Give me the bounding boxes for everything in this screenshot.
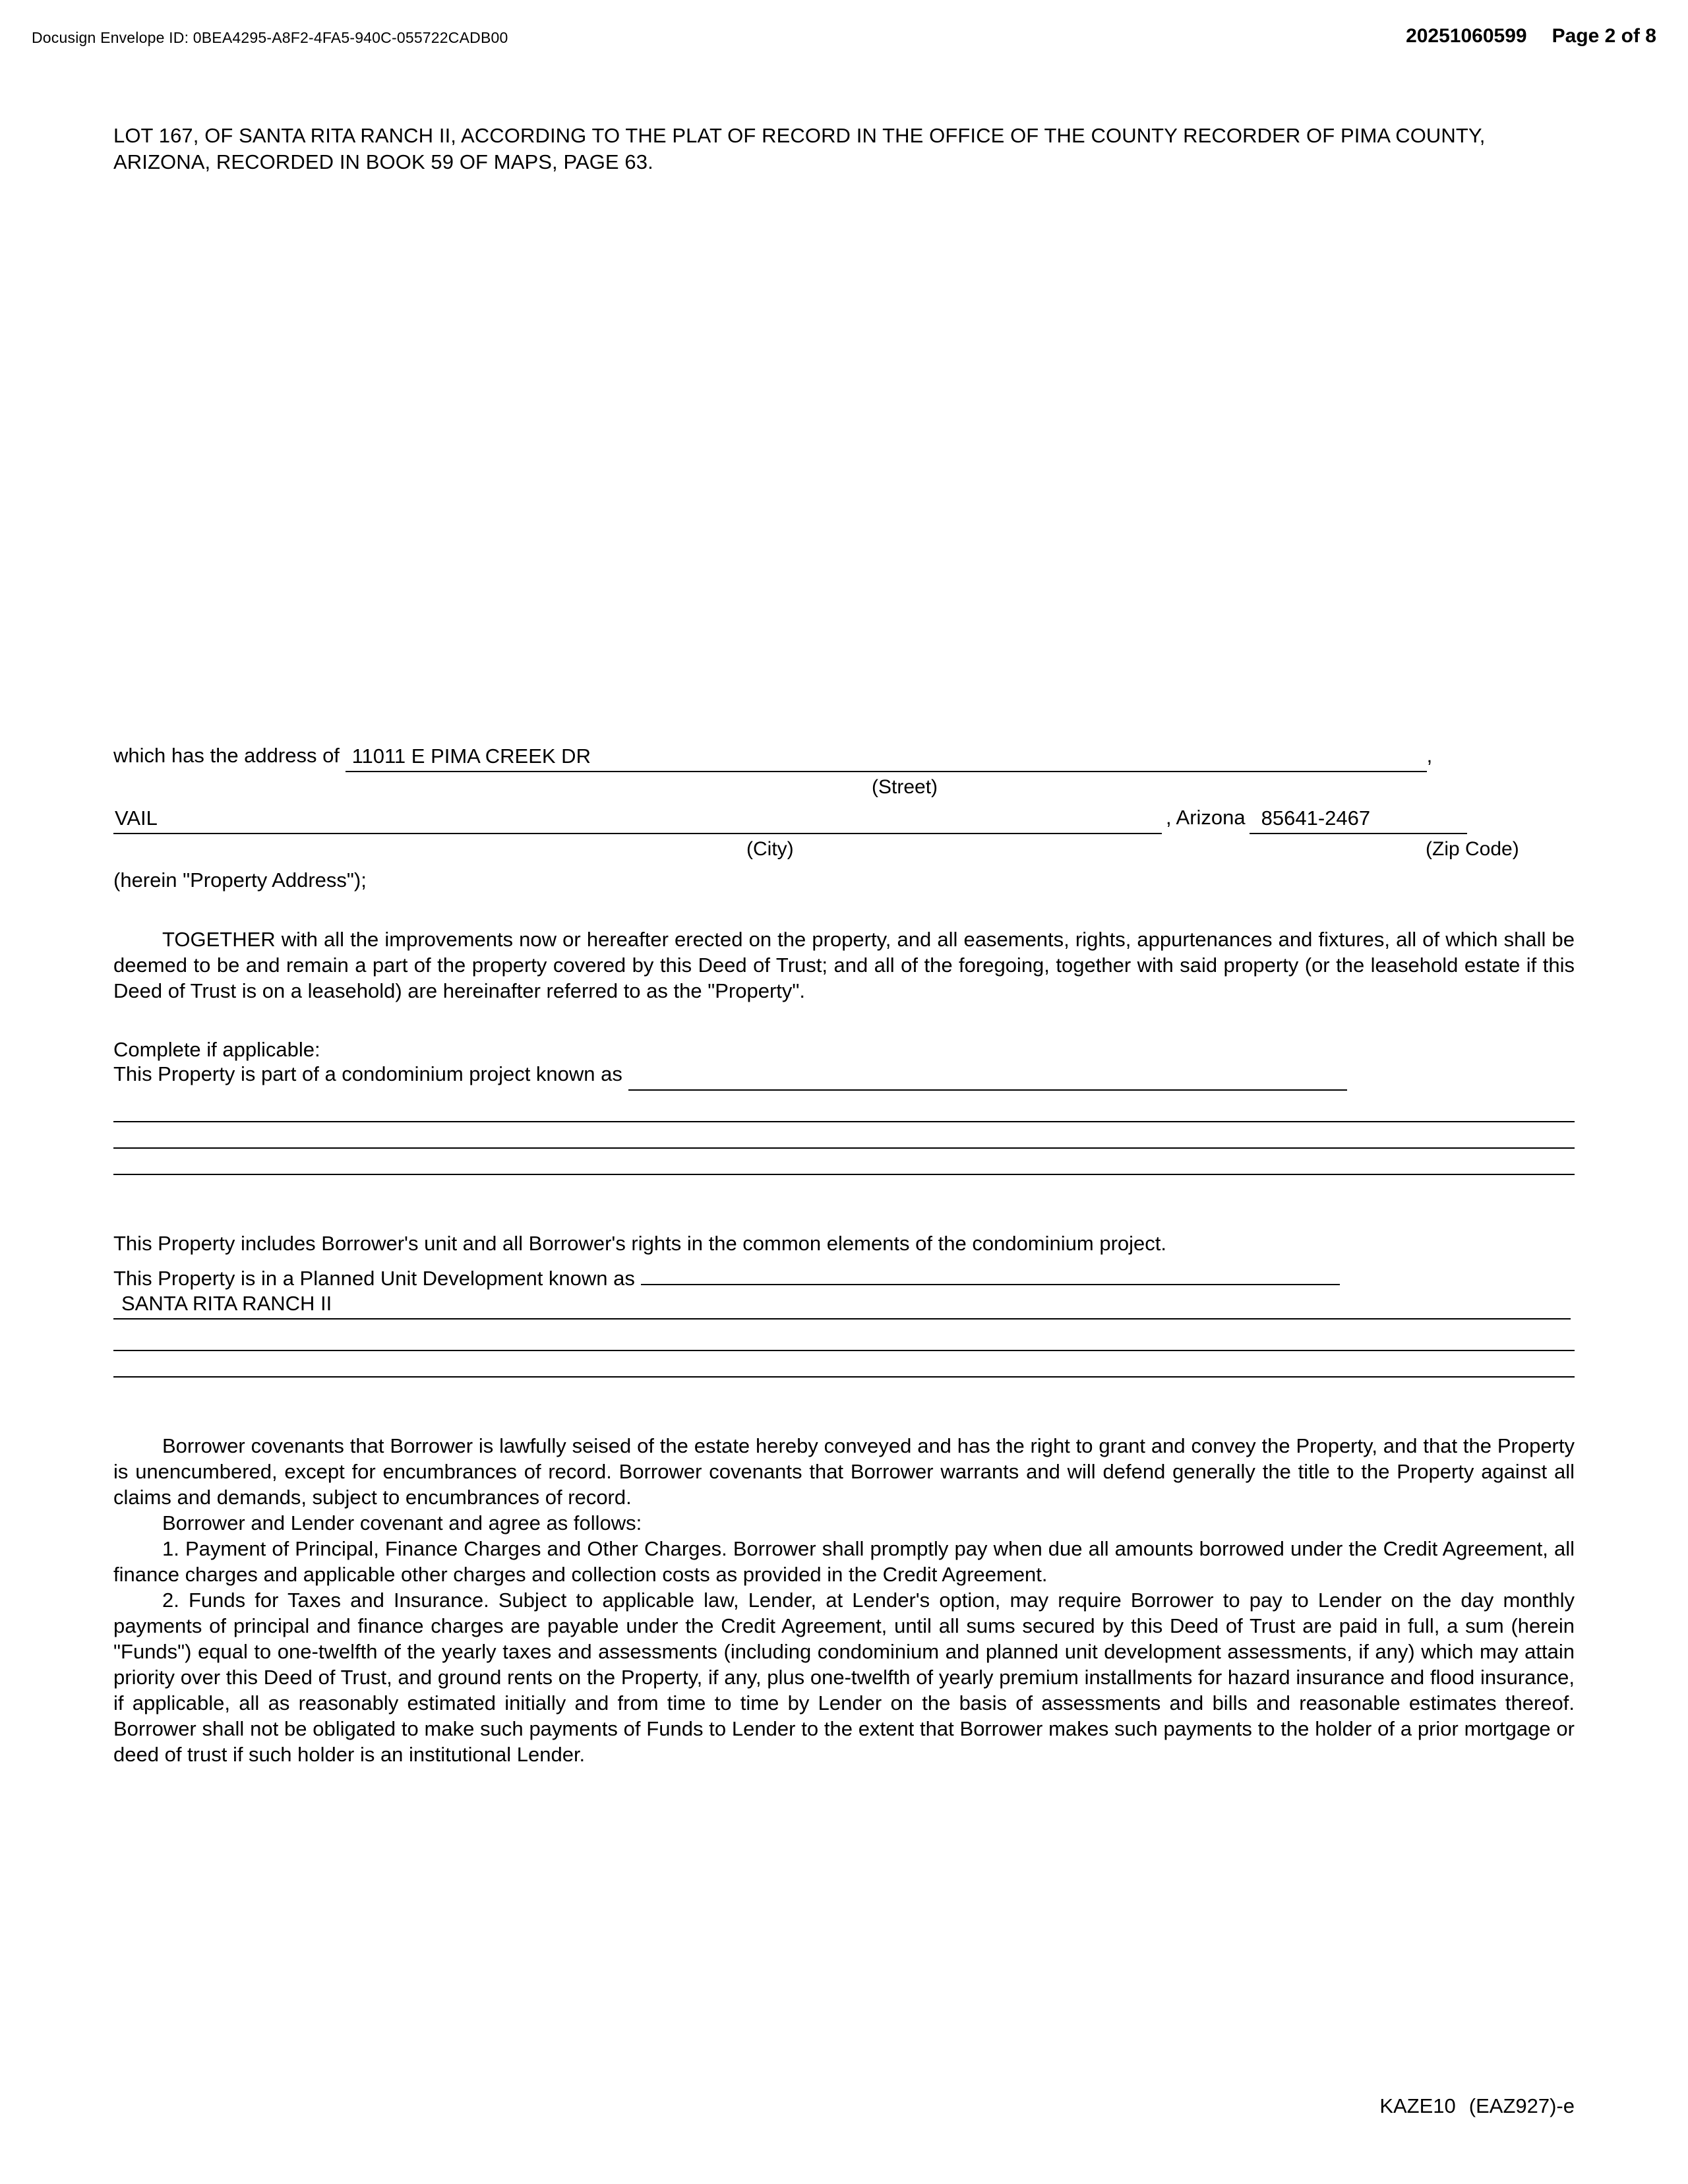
covenant-item-2: 2. Funds for Taxes and Insurance. Subject to applicable law, Lender, at Lender's option, may require Borrower to pay to Lender on the day monthly payments of principal and finance charges are payable under the Credit Agreement, until all sums secured by this Deed of Trust are paid in full, a sum (herein "Funds") equal to one-twelfth of the yearly taxes and assessments (including condominium and planned unit development assessments, if any) which may attain priority over this Deed of Trust, and ground rents on the Property, if any, plus one-twelfth of yearly premium installments for hazard insurance and flood insurance, if applicable, all as reasonably estimated initially and from time to time by Lender on the basis of assessments and bills and reasonable estimates thereof. Borrower shall not be obligated to make such payments of Funds to Lender to the extent that Borrower makes such payments to the holder of a prior mortgage or deed of trust if such holder is an institutional Lender. bbox=[113, 1589, 1575, 1767]
pud-label: This Property is in a Planned Unit Development known as bbox=[113, 1266, 635, 1290]
blank-space bbox=[113, 176, 1575, 743]
legal-description: LOT 167, OF SANTA RITA RANCH II, ACCORDING TO THE PLAT OF RECORD IN THE OFFICE OF THE COUNTY RECORDER OF PIMA COUNTY, ARIZONA, RECORDED IN BOOK 59 OF MAPS, PAGE 63. bbox=[113, 124, 1486, 174]
docusign-envelope-id: Docusign Envelope ID: 0BEA4295-A8F2-4FA5-940C-055722CADB00 bbox=[32, 29, 508, 46]
state-label: , Arizona bbox=[1166, 805, 1246, 829]
page-number: Page 2 of 8 bbox=[1552, 25, 1656, 47]
condominium-note: This Property includes Borrower's unit and all Borrower's rights in the common elements of the condominium project. bbox=[113, 1231, 1166, 1255]
zip-caption: (Zip Code) bbox=[1426, 837, 1519, 860]
address-intro-label: which has the address of bbox=[113, 743, 340, 767]
pud-row bbox=[113, 1256, 1575, 1290]
street-address-value: 11011 E PIMA CREEK DR bbox=[351, 744, 591, 768]
complete-if-applicable-section bbox=[113, 1038, 1575, 1378]
pud-name-value-field[interactable] bbox=[113, 1290, 1571, 1320]
covenants-paragraph-2: Borrower and Lender covenant and agree as follows: bbox=[162, 1511, 642, 1534]
complete-if-applicable-heading: Complete if applicable: bbox=[113, 1037, 320, 1061]
herein-property-address-label: (herein "Property Address"); bbox=[113, 868, 367, 892]
street-address-row bbox=[113, 743, 1575, 776]
pud-blank-line-1[interactable] bbox=[113, 1350, 1575, 1351]
pud-value-row bbox=[113, 1290, 1575, 1325]
document-number: 20251060599 bbox=[1406, 25, 1527, 47]
street-caption: (Street) bbox=[872, 775, 938, 798]
zip-value: 85641-2467 bbox=[1261, 806, 1371, 830]
city-value: VAIL bbox=[115, 806, 158, 830]
city-field[interactable] bbox=[113, 805, 1162, 834]
condominium-name-field[interactable] bbox=[628, 1062, 1347, 1091]
condominium-blank-line-1[interactable] bbox=[113, 1121, 1575, 1122]
city-zip-caption-row bbox=[113, 838, 1575, 868]
city-caption: (City) bbox=[746, 837, 794, 860]
document-header bbox=[32, 25, 1656, 55]
form-code: KAZE10 bbox=[1379, 2094, 1456, 2117]
city-state-zip-row bbox=[113, 805, 1575, 838]
condominium-label: This Property is part of a condominium project known as bbox=[113, 1062, 622, 1085]
street-trailing-comma: , bbox=[1426, 743, 1433, 767]
covenants-paragraph-1: Borrower covenants that Borrower is lawfully seised of the estate hereby conveyed and has the right to grant and convey the Property, and that the Property is unencumbered, except for encumbrances of record. Borrower covenants that Borrower warrants and will defend generally the title to the Property against all claims and demands, subject to encumbrances of record. bbox=[113, 1434, 1575, 1509]
property-address-block bbox=[113, 743, 1575, 892]
pud-name-value: SANTA RITA RANCH II bbox=[121, 1291, 332, 1315]
pud-name-field[interactable] bbox=[641, 1256, 1340, 1285]
street-caption-row bbox=[113, 776, 1575, 805]
covenants-section bbox=[113, 1433, 1575, 1768]
form-footer-code bbox=[1379, 2094, 1575, 2118]
street-address-field[interactable] bbox=[346, 743, 1427, 772]
together-paragraph: TOGETHER with all the improvements now or hereafter erected on the property, and all easements, rights, appurtenances and fixtures, all of which shall be deemed to be and remain a part of the property covered by this Deed of Trust; and all of the foregoing, together with said property (or the leasehold estate if this Deed of Trust is on a leasehold) are hereinafter referred to as the "Property". bbox=[113, 927, 1575, 1002]
form-variant: (EAZ927)-e bbox=[1468, 2094, 1575, 2117]
condominium-blank-line-2[interactable] bbox=[113, 1147, 1575, 1149]
condominium-row bbox=[113, 1062, 1575, 1096]
zip-field[interactable] bbox=[1250, 805, 1467, 834]
covenant-item-1: 1. Payment of Principal, Finance Charges and Other Charges. Borrower shall promptly pay when due all amounts borrowed under the Credit Agreement, all finance charges and applicable other charges and collection costs as provided in the Credit Agreement. bbox=[113, 1536, 1575, 1587]
document-body bbox=[113, 123, 1575, 1767]
header-document-number-and-page bbox=[1406, 25, 1656, 47]
